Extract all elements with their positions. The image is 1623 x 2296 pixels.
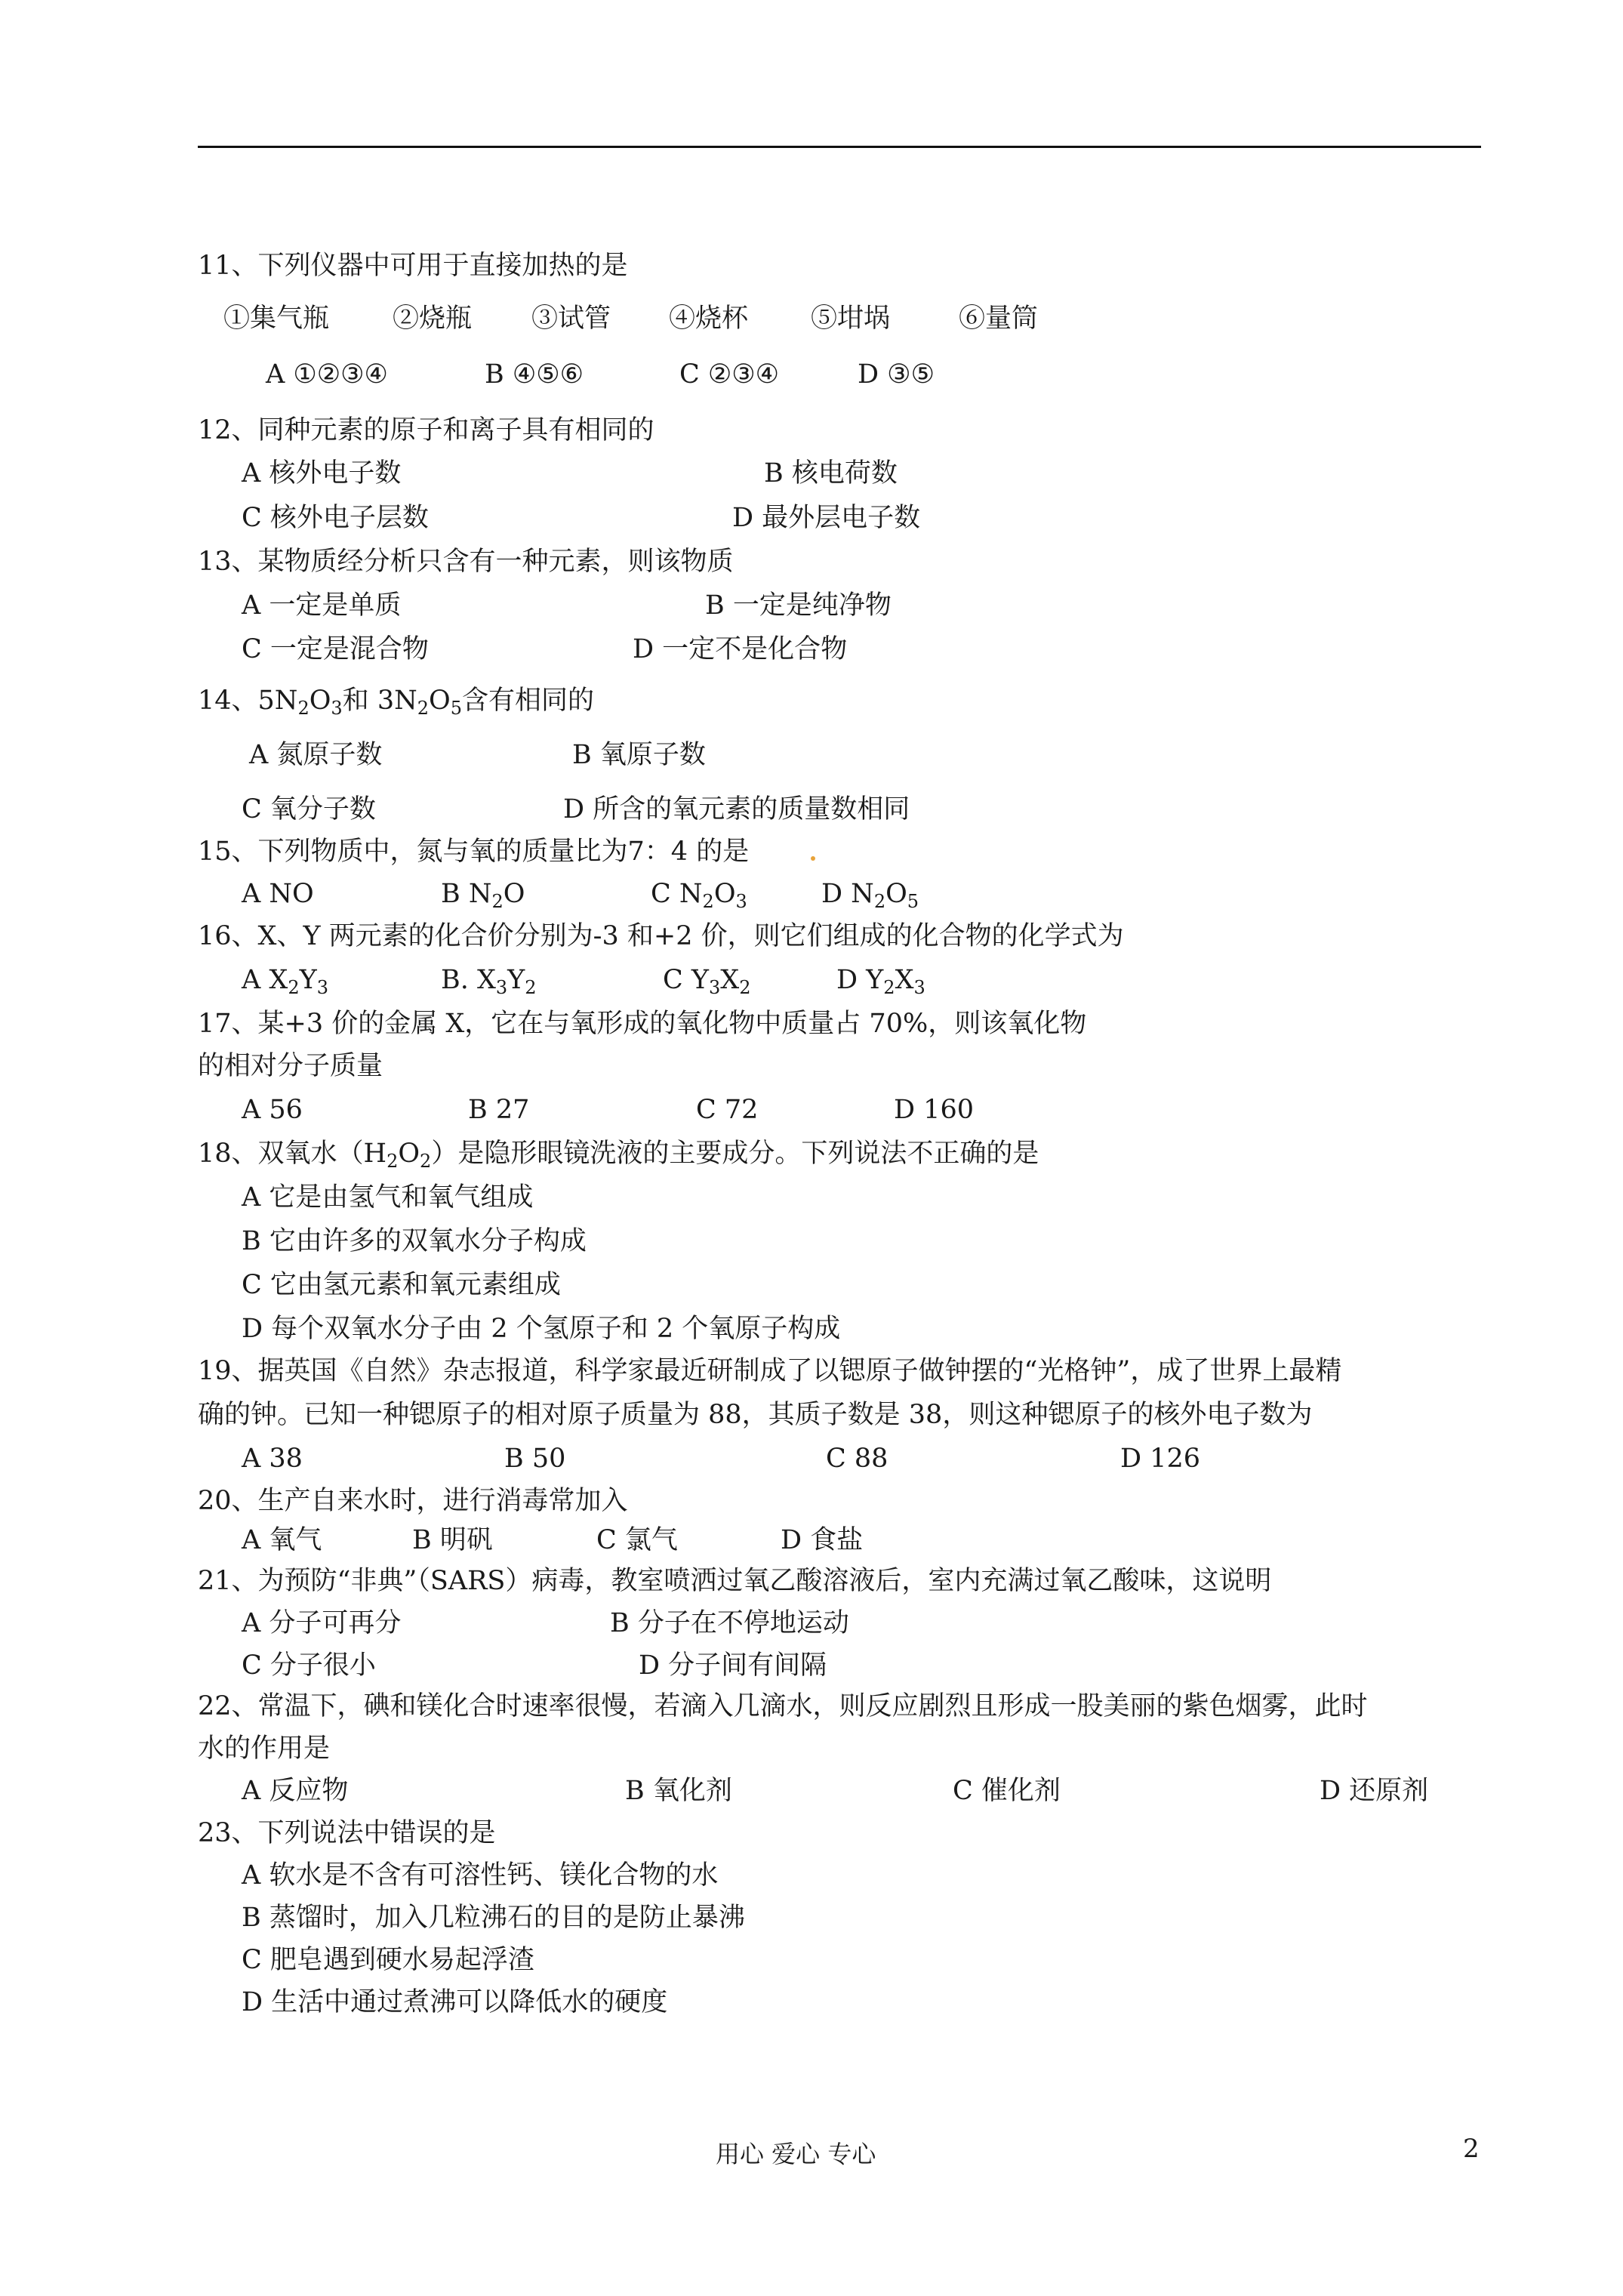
q13-stem: 13、某物质经分析只含有一种元素，则该物质 [198,547,734,577]
header-rule [198,146,1481,148]
q12-option-b: B 核电荷数 [764,458,898,488]
q22-option-d: D 还原剂 [1320,1776,1429,1806]
q21-option-c: C 分子很小 [242,1650,376,1681]
q11-instrument-1: ①集气瓶 [223,304,330,334]
speck-mark [811,856,815,861]
q19-stem-line2: 确的钟。已知一种锶原子的相对原子质量为 88，其质子数是 38，则这种锶原子的核外电子数为 [198,1400,1313,1430]
q20-stem: 20、生产自来水时，进行消毒常加入 [198,1486,628,1516]
q17-option-c: C 72 [696,1095,759,1125]
footer-motto: 用心 爱心 专心 [716,2140,876,2168]
q15-option-b: B $N_2O$ [441,879,525,912]
q11-instrument-6: ⑥量筒 [959,304,1039,334]
q17-option-a: A 56 [242,1095,303,1125]
q11-stem: 11、下列仪器中可用于直接加热的是 [198,251,628,281]
q23-stem: 23、下列说法中错误的是 [198,1818,496,1848]
q23-option-a: A 软水是不含有可溶性钙、镁化合物的水 [242,1860,719,1891]
q15-stem: 15、下列物质中，氮与氧的质量比为7：4 的是 [198,837,750,867]
q23-option-b: B 蒸馏时，加入几粒沸石的目的是防止暴沸 [242,1903,745,1933]
q11-instrument-3: ③试管 [531,304,611,334]
q18-stem: 18、双氧水$(H_2O_2)$是隐形眼镜洗液的主要成分。下列说法不正确的是 [198,1139,1039,1172]
q11-option-d: D ③⑤ [858,359,935,390]
q18-option-c: C 它由氢元素和氧元素组成 [242,1270,561,1300]
q20-option-b: B 明矾 [412,1525,493,1555]
q19-stem-line1: 19、据英国《自然》杂志报道，科学家最近研制成了以锶原子做钟摆的“光格钟”，成了世界上最精 [198,1356,1342,1386]
q19-option-a: A 38 [242,1444,303,1474]
q22-option-a: A 反应物 [242,1776,349,1806]
q22-stem-line1: 22、常温下，碘和镁化合时速率很慢，若滴入几滴水，则反应剧烈且形成一股美丽的紫色烟雾，此时 [198,1691,1368,1721]
q15-option-a: A NO [242,879,314,909]
q18-option-b: B 它由许多的双氧水分子构成 [242,1226,587,1256]
q14-option-b: B 氧原子数 [572,740,706,770]
q23-option-d: D 生活中通过煮沸可以降低水的硬度 [242,1987,668,2017]
q17-option-d: D 160 [894,1095,974,1125]
q12-option-d: D 最外层电子数 [732,503,921,533]
q19-option-c: C 88 [826,1444,888,1474]
q18-option-d: D 每个双氧水分子由 2 个氢原子和 2 个氧原子构成 [242,1314,841,1344]
q17-option-b: B 27 [468,1095,530,1125]
q12-stem: 12、同种元素的原子和离子具有相同的 [198,415,654,445]
q16-option-d: D $Y_2X_3$ [836,965,925,998]
q23-option-c: C 肥皂遇到硬水易起浮渣 [242,1945,534,1975]
q16-option-a: A $X_2Y_3$ [242,965,328,998]
q11-option-c: C ②③④ [679,359,780,390]
q14-option-a: A 氮原子数 [249,740,383,770]
q19-option-d: D 126 [1120,1444,1200,1474]
q22-option-c: C 催化剂 [953,1776,1061,1806]
q11-instrument-2: ②烧瓶 [393,304,473,334]
q20-option-a: A 氧气 [242,1525,322,1555]
q14-option-d: D 所含的氧元素的质量数相同 [563,794,910,824]
q19-option-b: B 50 [504,1444,566,1474]
q13-option-a: A 一定是单质 [242,590,402,621]
q18-option-a: A 它是由氢气和氧气组成 [242,1182,534,1213]
q20-option-d: D 食盐 [781,1525,864,1555]
q11-instrument-4: ④烧杯 [669,304,749,334]
q11-option-a: A ①②③④ [266,359,388,390]
q13-option-c: C 一定是混合物 [242,634,429,664]
q12-option-a: A 核外电子数 [242,458,402,488]
q21-option-d: D 分子间有间隔 [639,1650,827,1681]
q20-option-c: C 氯气 [596,1525,678,1555]
q21-stem: 21、为预防“非典”（SARS）病毒，教室喷洒过氧乙酸溶液后，室内充满过氧乙酸味，这说明 [198,1566,1272,1596]
q22-stem-line2: 水的作用是 [198,1734,331,1764]
q16-option-b: B. $X_3Y_2$ [441,965,537,998]
q14-option-c: C 氧分子数 [242,794,376,824]
q12-option-c: C 核外电子层数 [242,503,429,533]
q15-option-d: D $N_2O_5$ [821,879,919,912]
q11-option-b: B ④⑤⑥ [485,359,584,390]
q13-option-b: B 一定是纯净物 [705,590,892,621]
q22-option-b: B 氧化剂 [625,1776,732,1806]
q11-instrument-5: ⑤坩埚 [811,304,891,334]
q15-option-c: C $N_2O_3$ [651,879,747,912]
q14-stem: 14、$5N_2O_3$和 $3N_2O_5$含有相同的 [198,686,595,719]
q21-option-b: B 分子在不停地运动 [610,1608,849,1638]
q16-stem: 16、X、Y 两元素的化合价分别为-3 和+2 价，则它们组成的化合物的化学式为 [198,921,1124,951]
q21-option-a: A 分子可再分 [242,1608,402,1638]
q13-option-d: D 一定不是化合物 [633,634,848,664]
q17-stem-line1: 17、某+3 价的金属 X，它在与氧形成的氧化物中质量占 70%，则该氧化物 [198,1009,1087,1039]
q17-stem-line2: 的相对分子质量 [198,1051,383,1081]
q16-option-c: C $Y_3X_2$ [663,965,751,998]
page-number: 2 [1463,2134,1480,2164]
